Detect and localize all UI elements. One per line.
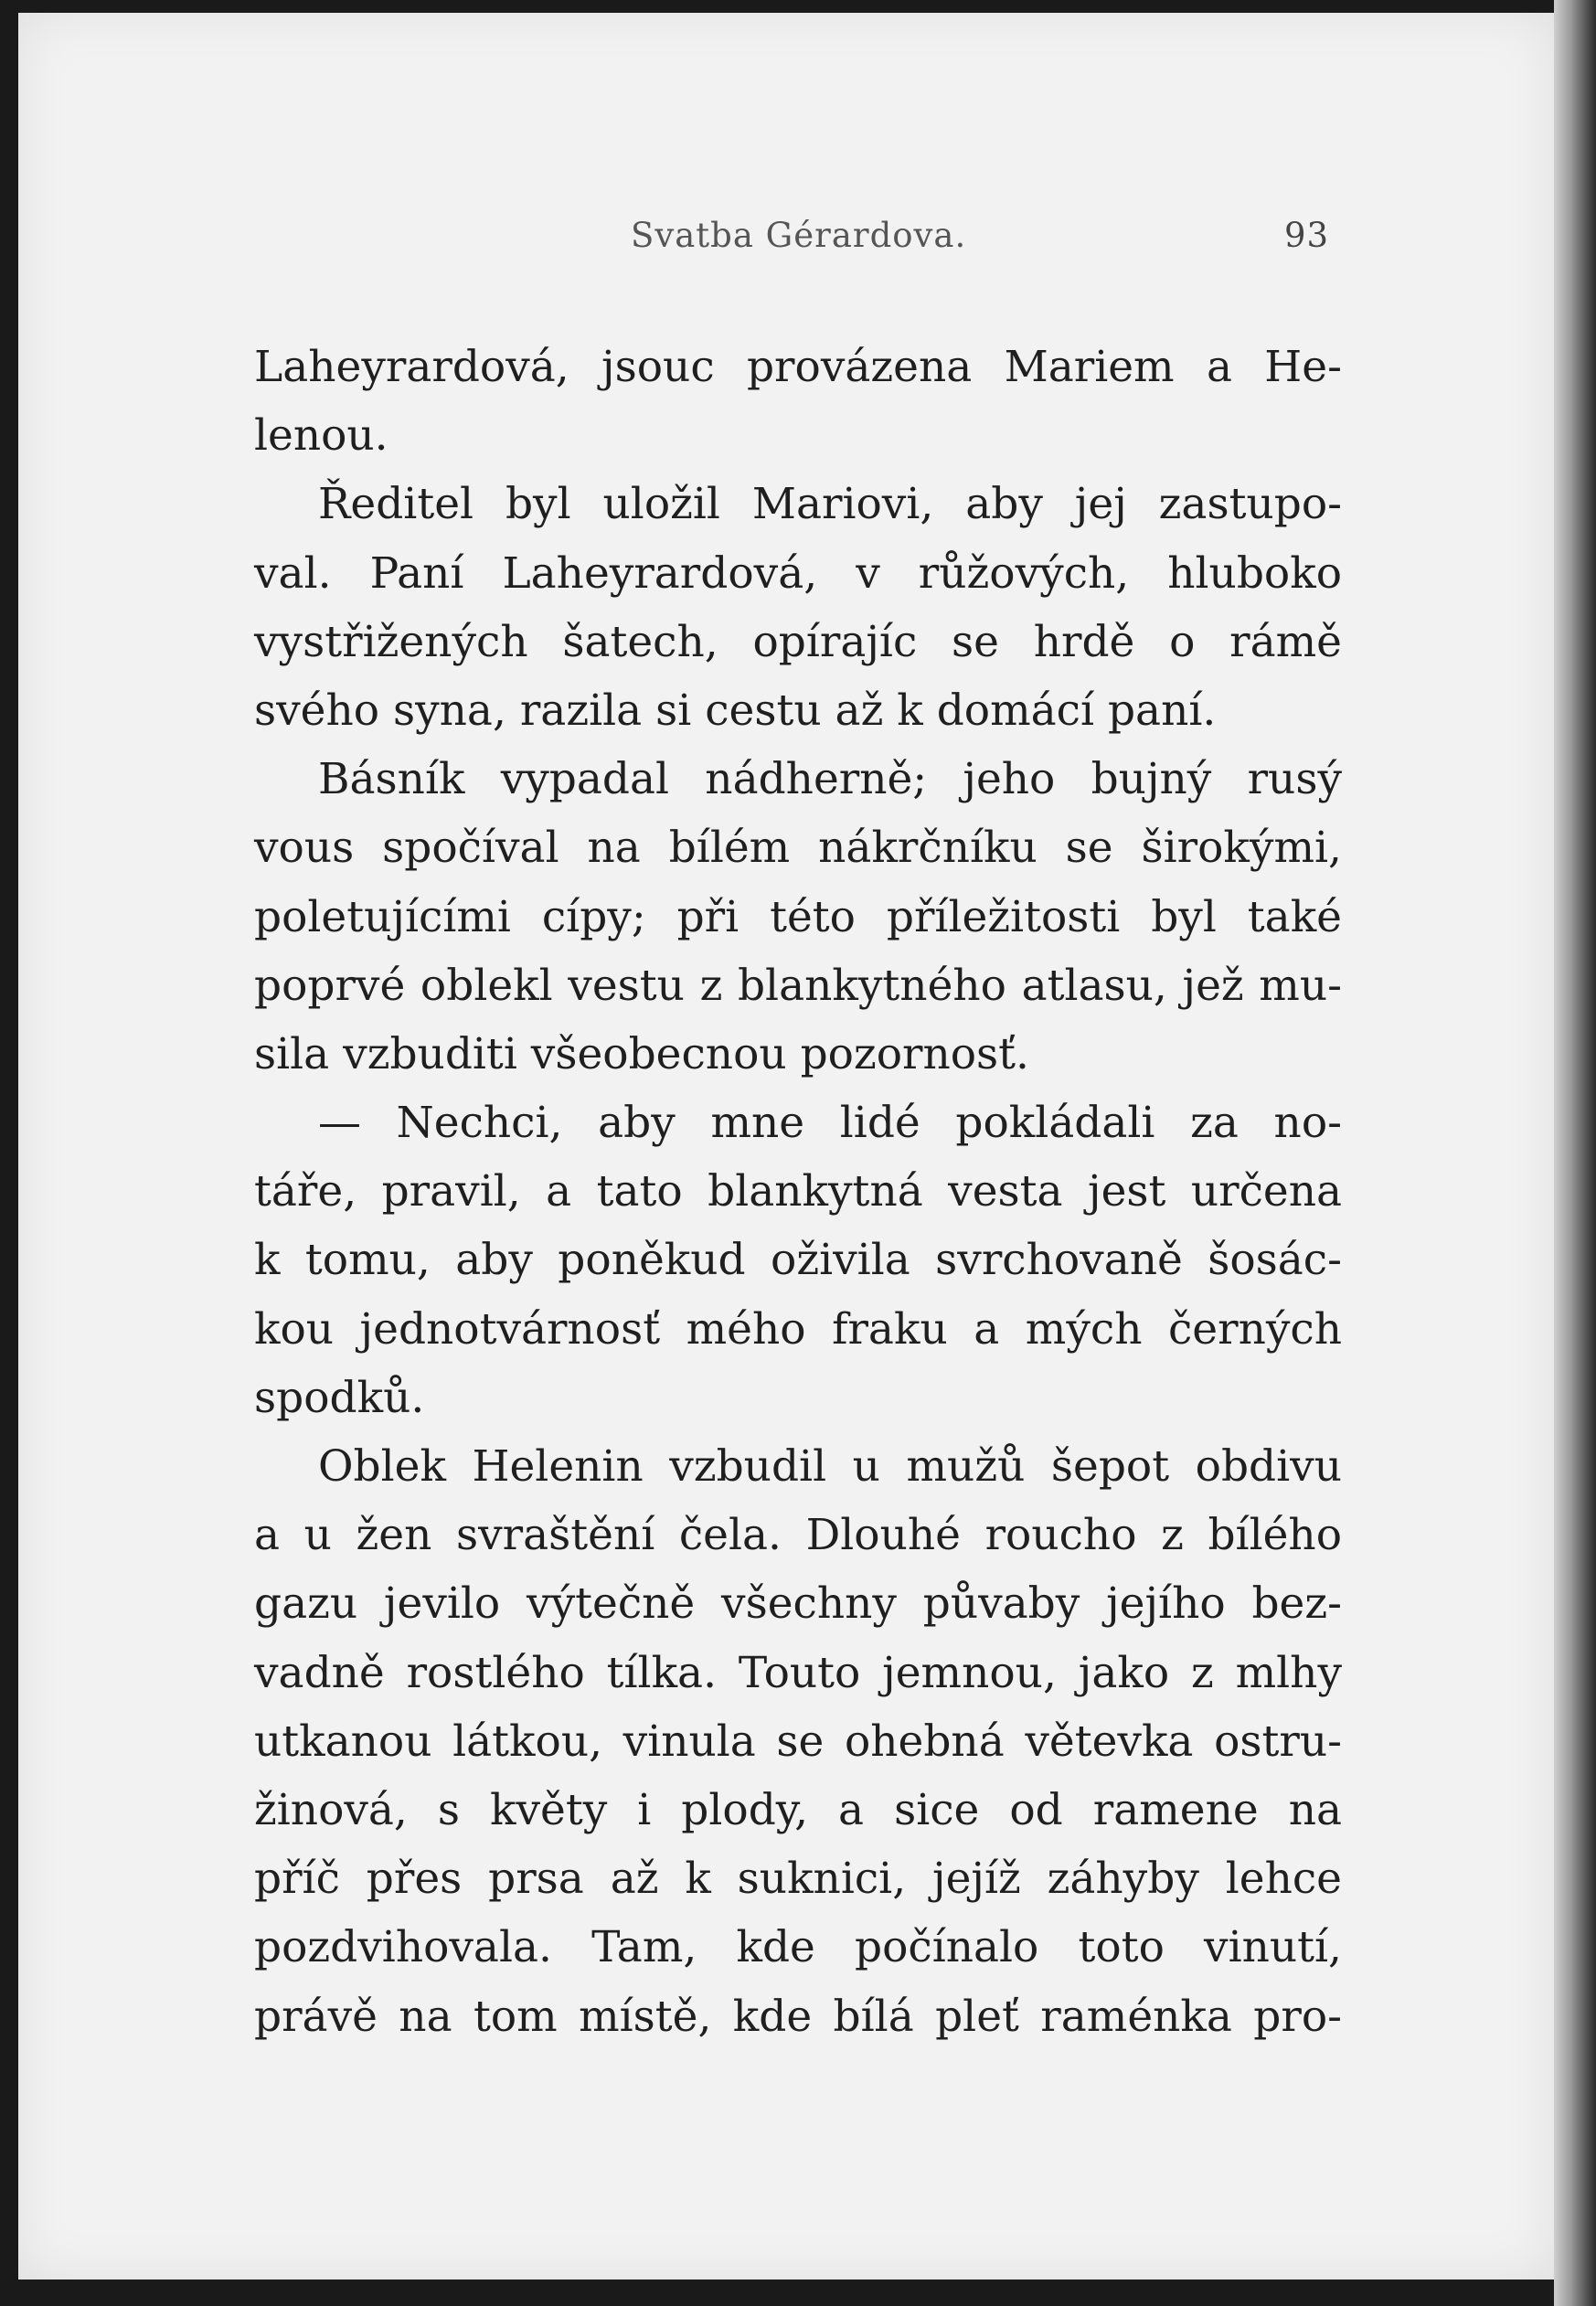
text-line: utkanou látkou, vinula se ohebná větevka ostru- <box>254 1716 1342 1767</box>
text-line: val. Paní Laheyrardová, v růžových, hluboko <box>254 547 1342 599</box>
book-gutter <box>1554 0 1596 2306</box>
text-line: příč přes prsa až k suknici, jejíž záhyby lehce <box>254 1854 1342 1905</box>
text-line: vadně rostlého tílka. Touto jemnou, jako z mlhy <box>254 1647 1342 1698</box>
text-line: kou jednotvárnosť mého fraku a mých černých <box>254 1303 1342 1355</box>
running-title: Svatba Gérardova. <box>631 216 967 255</box>
text-line: Ředitel byl uložil Mariovi, aby jej zastupo- <box>318 479 1342 530</box>
text-line: gazu jevilo výtečně všechny půvaby jejího bez- <box>254 1578 1342 1630</box>
text-line: lenou. <box>254 410 388 462</box>
text-line: právě na tom místě, kde bílá pleť raménka pro- <box>254 1991 1342 2042</box>
text-line: žinová, s květy i plody, a sice od ramene na <box>254 1784 1342 1835</box>
text-line: táře, pravil, a tato blankytná vesta jest určena <box>254 1166 1342 1217</box>
text-line: Oblek Helenin vzbudil u mužů šepot obdivu <box>318 1441 1342 1492</box>
text-line: poprvé oblekl vestu z blankytného atlasu, jež mu- <box>254 960 1342 1011</box>
page-number: 93 <box>1284 216 1330 255</box>
text-line: sila vzbuditi všeobecnou pozornosť. <box>254 1028 1029 1079</box>
text-line: poletujícími cípy; při této příležitosti byl také <box>254 891 1342 942</box>
text-line: k tomu, aby poněkud oživila svrchovaně šosác- <box>254 1235 1342 1286</box>
text-line: Básník vypadal nádherně; jeho bujný rusý <box>318 754 1342 805</box>
text-line: vous spočíval na bílém nákrčníku se širokými, <box>254 823 1342 874</box>
body-text <box>254 333 1342 2051</box>
text-line: spodků. <box>254 1372 425 1423</box>
text-line: — Nechci, aby mne lidé pokládali za no- <box>318 1098 1342 1149</box>
text-line: vystřižených šatech, opírajíc se hrdě o rámě <box>254 616 1342 667</box>
text-line: Laheyrardová, jsouc provázena Mariem a He- <box>254 342 1342 392</box>
text-line: svého syna, razila si cestu až k domácí paní. <box>254 685 1217 736</box>
text-line: a u žen svraštění čela. Dlouhé roucho z bílého <box>254 1510 1342 1561</box>
book-page <box>18 13 1554 2279</box>
text-line: pozdvihovala. Tam, kde počínalo toto vinutí, <box>254 1922 1342 1973</box>
